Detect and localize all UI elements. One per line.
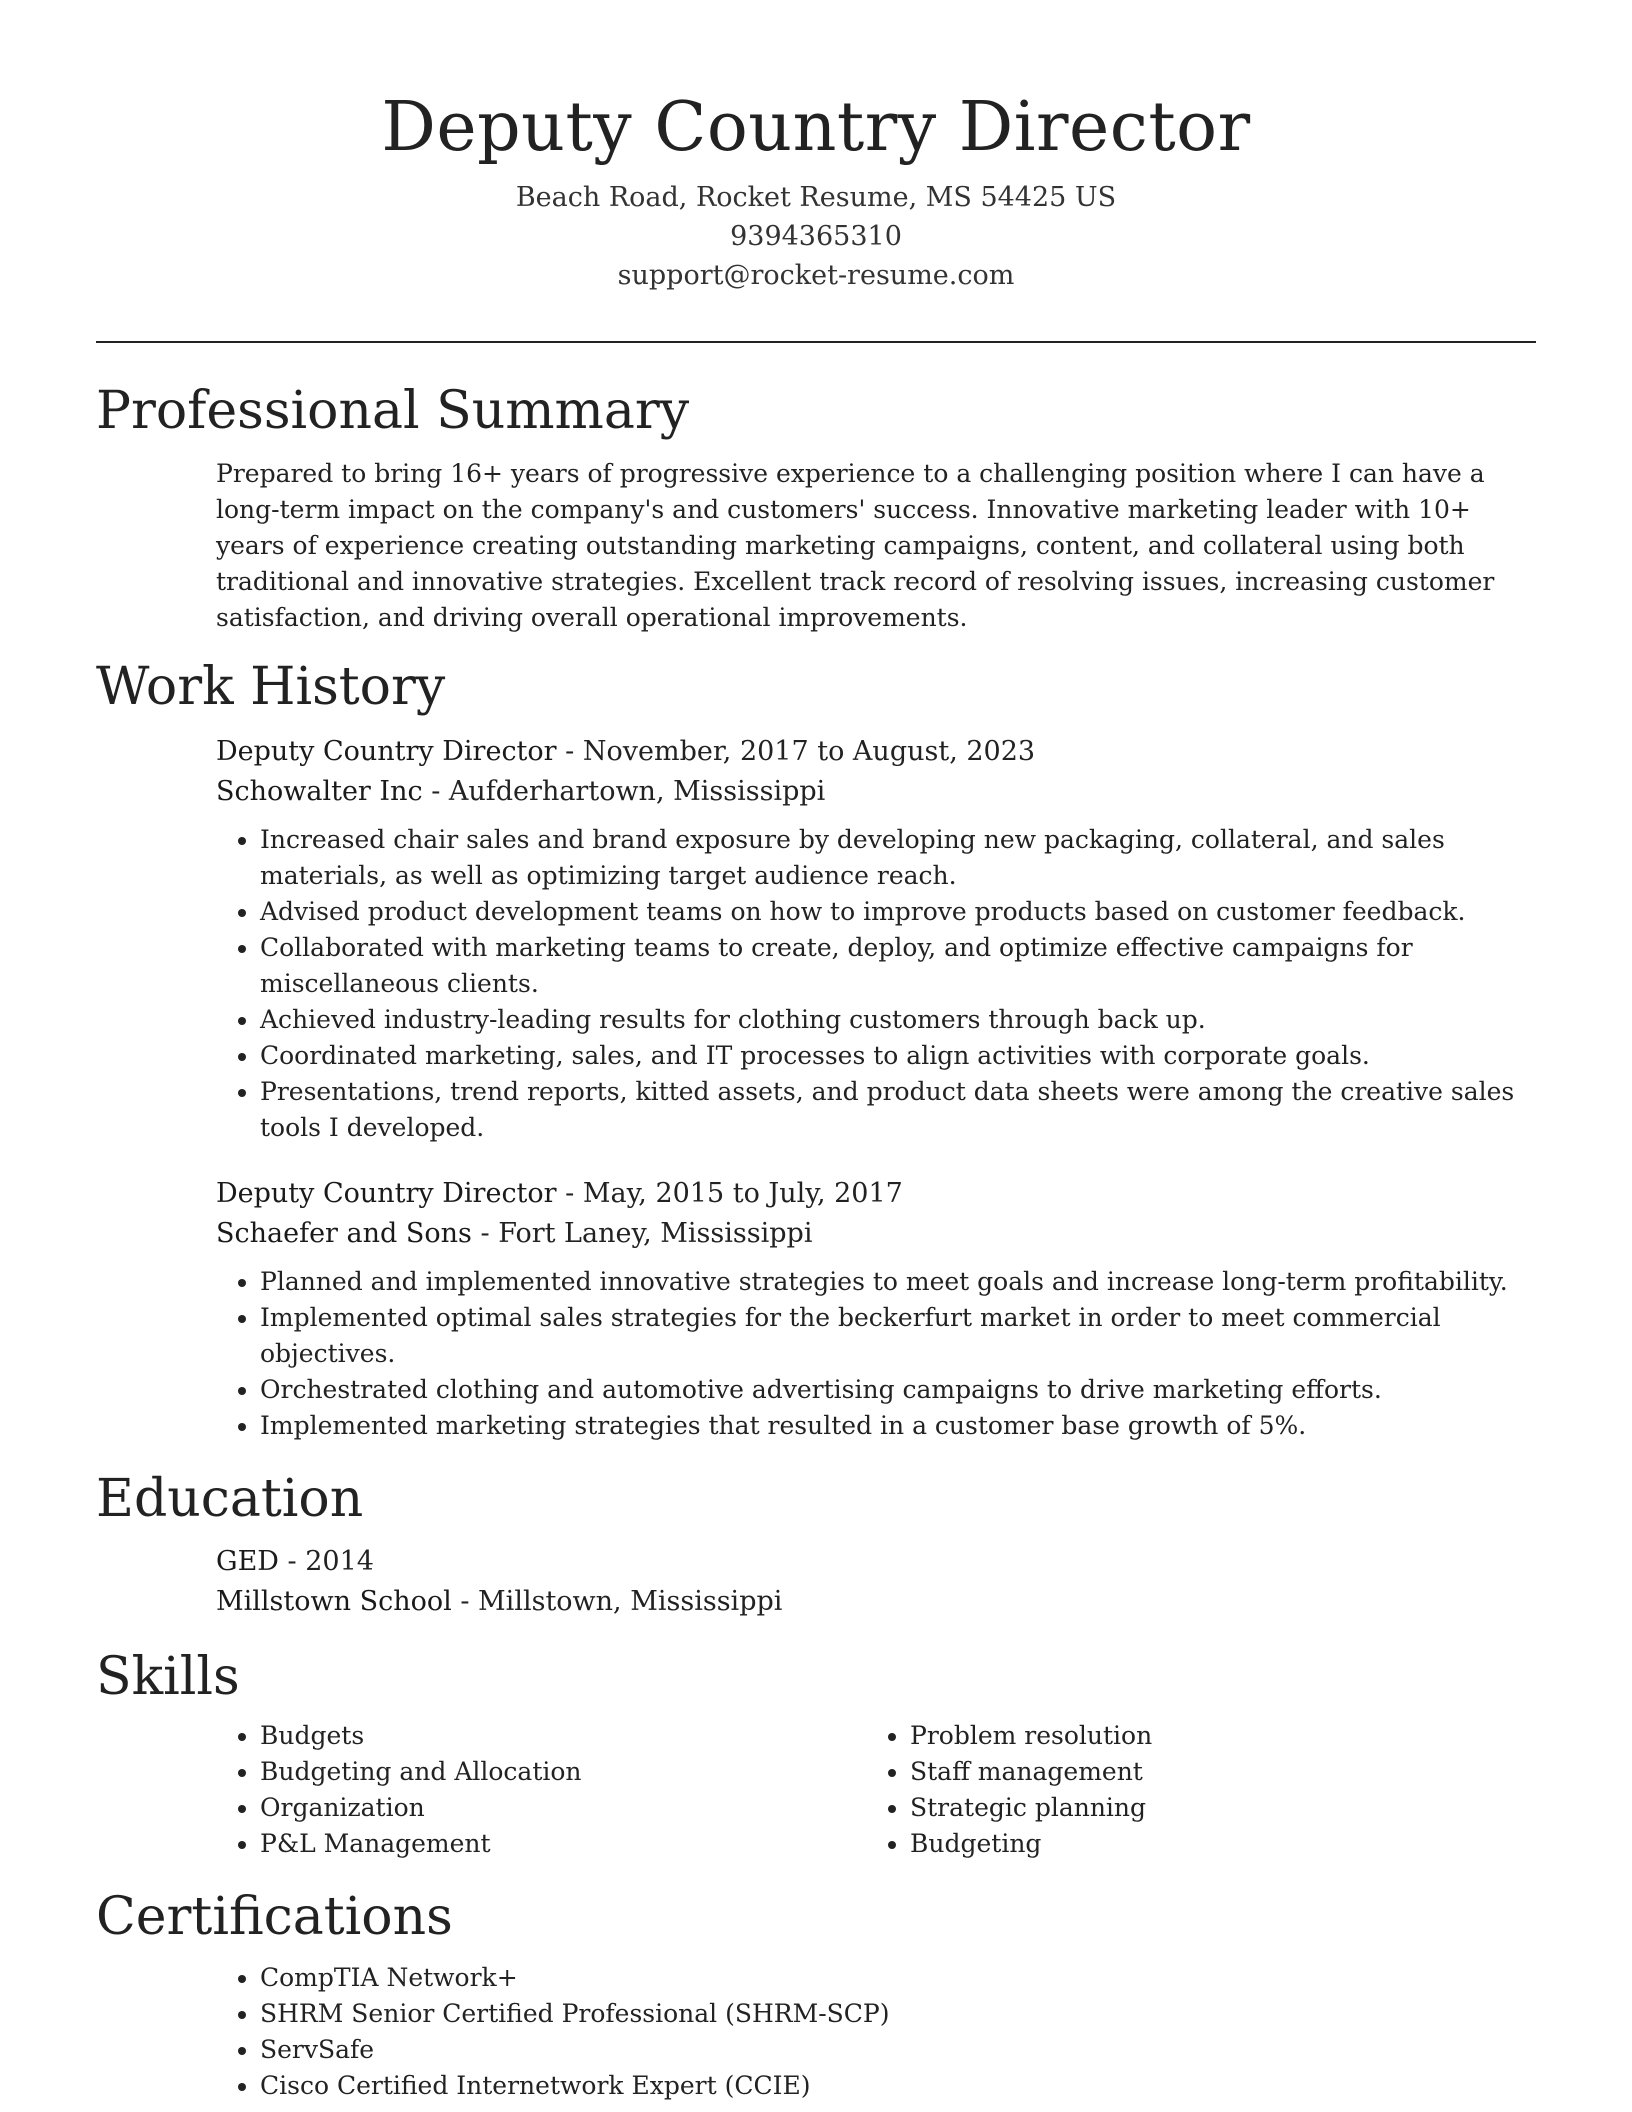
list-item: • Collaborated with marketing teams to create, deploy, and optimize effective campaigns for miscellaneous clients. [260,930,1536,1002]
header-divider [96,341,1536,343]
list-item: • Advised product development teams on how to improve products based on customer feedback. [260,894,1536,930]
list-item: • Strategic planning [910,1790,1516,1826]
education-school-line [216,1582,1536,1622]
section-title-summary: Professional Summary [96,381,690,441]
job-bullets [260,1264,1536,1444]
list-item: • CompTIA Network+ [260,1960,1536,1996]
job-entry [96,732,1536,1146]
education-location: - Millstown, Mississippi [451,1586,783,1617]
education-section [96,1466,1536,1622]
contact-info [0,178,1632,295]
list-item: • P&L Management [260,1826,866,1862]
job-company: Schaefer and Sons [216,1218,472,1249]
education-degree-line [216,1542,1536,1582]
job-dates: - May, 2015 to July, 2017 [556,1178,903,1209]
job-entry [96,1174,1536,1444]
list-item: • Increased chair sales and brand exposure by developing new packaging, collateral, and sales materials, as well as optimizing target audience reach. [260,822,1536,894]
certifications-section [96,1884,1536,2104]
list-item: • Budgeting [910,1826,1516,1862]
list-item: • Organization [260,1790,866,1826]
list-item: • Budgeting and Allocation [260,1754,866,1790]
list-item: • Orchestrated clothing and automotive advertising campaigns to drive marketing efforts. [260,1372,1536,1408]
candidate-name: Deputy Country Director [381,88,1251,167]
list-item: • Presentations, trend reports, kitted assets, and product data sheets were among the creative sales tools I developed. [260,1074,1536,1146]
job-company-line [216,1214,1536,1254]
list-item: • Problem resolution [910,1718,1516,1754]
job-dates: - November, 2017 to August, 2023 [556,736,1036,767]
address: Beach Road, Rocket Resume, MS 54425 US [515,182,1117,213]
list-item: • SHRM Senior Certified Professional (SHRM-SCP) [260,1996,1536,2032]
job-company: Schowalter Inc [216,776,423,807]
list-item: • Planned and implemented innovative strategies to meet goals and increase long-term profitability. [260,1264,1536,1300]
job-role: Deputy Country Director [216,1178,557,1209]
list-item: • ServSafe [260,2032,1536,2068]
summary-section [96,378,1536,636]
section-title-work-history: Work History [96,657,446,717]
list-item: • Achieved industry-leading results for clothing customers through back up. [260,1002,1536,1038]
list-item: • Staff management [910,1754,1516,1790]
job-role: Deputy Country Director [216,736,557,767]
job-company-line [216,772,1536,812]
education-school: Millstown School [216,1586,452,1617]
resume-header [0,0,1632,295]
education-degree: GED [216,1546,279,1577]
education-year: - 2014 [278,1546,374,1577]
list-item: • Implemented optimal sales strategies for the beckerfurt market in order to meet commercial objectives. [260,1300,1536,1372]
phone: 9394365310 [730,221,902,252]
work-history-section [96,654,1536,1444]
job-location: - Fort Laney, Mississippi [471,1218,813,1249]
skills-column-left [260,1718,866,1862]
job-location: - Aufderhartown, Mississippi [422,776,826,807]
list-item: • Implemented marketing strategies that resulted in a customer base growth of 5%. [260,1408,1536,1444]
list-item: • Budgets [260,1718,866,1754]
section-title-education: Education [96,1469,364,1529]
certifications-list [260,1960,1536,2104]
list-item: • Coordinated marketing, sales, and IT processes to align activities with corporate goals. [260,1038,1536,1074]
summary-text: Prepared to bring 16+ years of progressive experience to a challenging position where I can have a long-term impact on the company's and customers' success. Innovative marketing leader with 10+ years of experience creating outstanding marketing campaigns, content, and collateral using both traditional and innovative strategies. Excellent track record of resolving issues, increasing customer satisfaction, and driving overall operational improvements. [216,459,1495,632]
section-title-certifications: Certifications [96,1887,453,1947]
skills-grid [216,1710,1536,1862]
skills-section [96,1644,1536,1862]
email: support@rocket-resume.com [617,260,1015,291]
list-item: • Cisco Certified Internetwork Expert (CCIE) [260,2068,1536,2104]
job-bullets [260,822,1536,1146]
section-title-skills: Skills [96,1647,240,1707]
skills-column-right [910,1718,1516,1862]
job-title-line [216,1174,1536,1214]
job-title-line [216,732,1536,772]
resume-body [96,378,1536,2104]
